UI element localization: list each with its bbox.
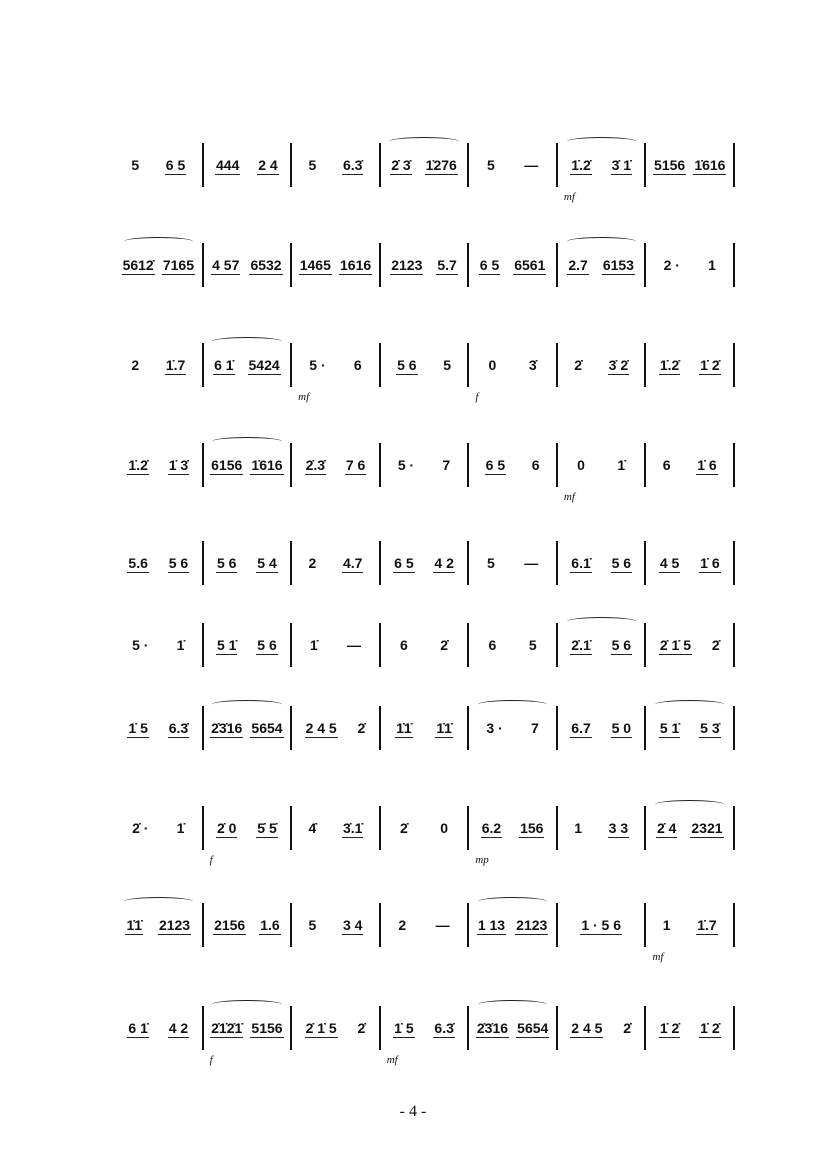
note-group: 3̇.1̇ — [342, 819, 363, 836]
measure — [646, 343, 735, 387]
note-group: 3 3 — [608, 819, 629, 836]
note-group: 1̇1̇ — [396, 719, 412, 736]
note-group: 2123 — [158, 916, 191, 933]
note-group: 1̇616 — [251, 456, 283, 473]
note-group: 1̇.7 — [165, 356, 186, 373]
note-group: 2̇.3̇ — [305, 456, 326, 473]
note-group: 6 — [531, 457, 540, 473]
note-group: 0 — [488, 357, 497, 373]
note-group: 5156 — [654, 156, 686, 173]
measure — [292, 343, 381, 403]
note-group: 5 6 — [611, 636, 632, 653]
note-group: 2̇ — [440, 637, 449, 653]
note-group: 4̇ — [308, 820, 317, 836]
measure — [646, 623, 735, 667]
note-group: 6.2 — [481, 819, 502, 836]
note-group: 2̇1̇2̇1̇ — [211, 1019, 243, 1036]
dynamic-marking: f — [209, 854, 213, 866]
dynamic-marking: mp — [475, 854, 489, 866]
note-group: 5 — [131, 157, 140, 173]
measure — [115, 623, 204, 667]
note-group: 5 — [487, 555, 495, 571]
note-group: 2156 — [214, 916, 246, 933]
slur — [212, 700, 281, 709]
note-group: 3̇ — [528, 357, 537, 373]
note-group: 6 — [488, 637, 497, 653]
note-group: 444 — [216, 156, 240, 173]
measure — [204, 143, 293, 187]
note-group: 1̇.7 — [697, 916, 717, 933]
measure — [115, 343, 204, 387]
measure — [204, 623, 293, 667]
note-group: 5 — [308, 157, 317, 173]
measure — [115, 706, 204, 750]
note-group: 2123 — [516, 916, 548, 933]
slur — [124, 237, 193, 246]
measure — [292, 243, 381, 287]
note-group: 6.3̇ — [168, 719, 189, 736]
slur — [389, 137, 458, 146]
note-group: 5 — [443, 357, 451, 373]
measure — [292, 1006, 381, 1050]
page-number: - 4 - — [399, 1103, 427, 1120]
score-line — [115, 806, 735, 866]
note-group: 1̇ 2̇ — [659, 1019, 680, 1036]
note-group: 1̇ 2̇ — [700, 356, 720, 373]
note-group: 2̇ — [399, 820, 408, 836]
note-group: 6 5 — [479, 256, 500, 273]
note-group: 1̇.2̇ — [128, 456, 148, 473]
note-group: 5 — [308, 917, 317, 933]
note-group: — — [524, 157, 539, 173]
note-group: 6.7 — [571, 719, 591, 736]
dynamic-marking: mf — [652, 951, 664, 963]
measure — [469, 806, 558, 866]
note-group: 6532 — [250, 256, 282, 273]
measure — [558, 903, 647, 947]
note-group: 1465 — [299, 256, 331, 273]
measure — [558, 806, 647, 850]
note-group: 5 0 — [611, 719, 632, 736]
note-group: 2 — [131, 357, 140, 373]
note-group: 5 — [528, 637, 537, 653]
measure — [115, 903, 204, 947]
note-group: 1̇ 6 — [700, 554, 720, 571]
slur — [212, 337, 281, 346]
note-group: 2123 — [391, 256, 423, 273]
measure — [469, 623, 558, 667]
note-group: — — [524, 555, 539, 571]
measure — [204, 243, 293, 287]
measure — [469, 706, 558, 750]
note-group: 6 1̇ — [214, 356, 234, 373]
measure — [381, 903, 470, 947]
measure — [115, 143, 204, 187]
note-group: 5654 — [517, 1019, 549, 1036]
measure — [204, 343, 293, 387]
measure — [204, 541, 293, 585]
note-group: 2 4 5 — [305, 719, 337, 736]
note-group: 5 6 — [611, 554, 632, 571]
note-group: 5.6 — [128, 554, 148, 571]
note-group: 6 — [399, 637, 408, 653]
note-group: 1 — [574, 820, 583, 836]
note-group: 1̇ — [176, 637, 185, 653]
dynamic-marking: f — [209, 1054, 213, 1066]
note-group: 1̇ 2̇ — [700, 1019, 720, 1036]
note-group: 2̇ 0 — [216, 819, 237, 836]
note-group: 2̇ — [574, 357, 583, 373]
note-group: 4 2 — [168, 1019, 189, 1036]
note-group: 1̇276 — [425, 156, 457, 173]
note-group: 5612̇ — [122, 256, 154, 273]
note-group: 1̇ 5 — [394, 1019, 414, 1036]
slur — [478, 700, 547, 709]
note-group: 1̇ 5 — [128, 719, 148, 736]
note-group: 5 4 — [257, 554, 277, 571]
measure — [381, 1006, 470, 1066]
measure — [558, 343, 647, 387]
note-group: 156 — [520, 819, 544, 836]
note-group: 6561 — [514, 256, 546, 273]
measure — [558, 541, 647, 585]
measure — [646, 143, 735, 187]
measure — [469, 903, 558, 947]
note-group: — — [347, 637, 362, 653]
note-group: 1̇ 3̇ — [168, 456, 189, 473]
note-group: 2̇ 1̇ 5 — [659, 636, 692, 653]
measure — [292, 706, 381, 750]
note-group: 5156 — [251, 1019, 283, 1036]
measure — [381, 243, 470, 287]
score-line — [115, 443, 735, 503]
note-group: 4 57 — [212, 256, 240, 273]
note-group: 3 4 — [342, 916, 363, 933]
note-group: 5 — [487, 157, 495, 173]
note-group: 7165 — [162, 256, 194, 273]
note-group: 1̇.2̇ — [571, 156, 591, 173]
measure — [646, 243, 735, 287]
measure — [204, 1006, 293, 1066]
measure — [204, 903, 293, 947]
slur — [478, 1000, 547, 1009]
note-group: 1 — [708, 257, 716, 273]
measure — [469, 541, 558, 585]
note-group: 2̇.1̇ — [571, 636, 591, 653]
note-group: 5 · — [397, 457, 415, 473]
measure — [204, 443, 293, 487]
note-group: 5654 — [251, 719, 283, 736]
note-group: 6 1̇ — [128, 1019, 148, 1036]
measure — [558, 243, 647, 287]
note-group: 2̇ — [357, 1020, 366, 1036]
note-group: 5 6 — [257, 636, 277, 653]
slur — [478, 897, 547, 906]
slur — [212, 437, 281, 446]
note-group: 2 4 — [258, 156, 278, 173]
measure — [292, 443, 381, 487]
note-group: 5 · — [309, 357, 326, 373]
slur — [124, 897, 193, 906]
measure — [558, 623, 647, 667]
note-group: 1̇ — [617, 457, 626, 473]
note-group: 6 5 — [485, 456, 506, 473]
measure — [469, 443, 558, 487]
measure — [558, 443, 647, 503]
note-group: 1̇1̇ — [126, 916, 143, 933]
note-group: 5̇ 5̇ — [257, 819, 277, 836]
note-group: 6 5 — [165, 156, 186, 173]
measure — [115, 443, 204, 487]
note-group: 3 · — [486, 720, 503, 736]
note-group: 2̇ — [623, 1020, 632, 1036]
note-group: 5 3̇ — [700, 719, 720, 736]
note-group: 1̇ — [309, 637, 318, 653]
measure — [381, 623, 470, 667]
score-line — [115, 706, 735, 750]
measure — [646, 541, 735, 585]
note-group: 2̇ — [357, 720, 366, 736]
note-group: 7 6 — [345, 456, 366, 473]
score-line — [115, 243, 735, 287]
note-group: 6 5 — [394, 554, 414, 571]
note-group: 5 1̇ — [659, 719, 680, 736]
measure — [115, 806, 204, 850]
note-group: 2̇ — [711, 637, 720, 653]
note-group: 2 · — [663, 257, 680, 273]
measure — [646, 903, 735, 963]
note-group: 6 — [662, 457, 671, 473]
note-group: 4 5 — [659, 554, 680, 571]
note-group: 2̇3̇16 — [476, 1019, 509, 1036]
measure — [204, 706, 293, 750]
measure — [381, 143, 470, 187]
measure — [381, 541, 470, 585]
note-group: 6.3̇ — [434, 1019, 454, 1036]
note-group: 1̇ 6 — [697, 456, 717, 473]
measure — [646, 443, 735, 487]
note-group: — — [435, 917, 450, 933]
note-group: 5 6 — [168, 554, 189, 571]
measure — [469, 143, 558, 187]
measure — [558, 706, 647, 750]
note-group: 3̇ 2̇ — [608, 356, 629, 373]
note-group: 2̇ · — [132, 820, 149, 836]
measure — [115, 541, 204, 585]
note-group: 1 — [662, 917, 671, 933]
measure — [558, 1006, 647, 1050]
measure — [646, 806, 735, 850]
dynamic-marking: f — [475, 391, 479, 403]
measure — [292, 903, 381, 947]
note-group: 2 — [398, 917, 407, 933]
note-group: 6.3̇ — [342, 156, 363, 173]
measure — [469, 1006, 558, 1050]
note-group: 1 13 — [477, 916, 506, 933]
note-group: 2̇3̇16 — [211, 719, 243, 736]
note-group: 5 1̇ — [216, 636, 237, 653]
measure — [292, 623, 381, 667]
note-group: 5.7 — [437, 256, 457, 273]
measure — [381, 343, 470, 387]
score-line — [115, 623, 735, 667]
slur — [655, 700, 724, 709]
note-group: 1̇1̇ — [436, 719, 452, 736]
measure — [646, 1006, 735, 1050]
slur — [567, 237, 636, 246]
measure — [381, 806, 470, 850]
measure — [115, 1006, 204, 1050]
note-group: 5 · — [132, 637, 149, 653]
note-group: 1̇616 — [694, 156, 726, 173]
measure — [292, 806, 381, 850]
score-line — [115, 1006, 735, 1066]
note-group: 1616 — [340, 256, 372, 273]
slur — [212, 1000, 281, 1009]
slur — [567, 137, 636, 146]
dynamic-marking: mf — [386, 1054, 398, 1066]
measure — [292, 143, 381, 187]
note-group: 6.1̇ — [571, 554, 591, 571]
note-group: 4.7 — [342, 554, 363, 571]
note-group: 1̇.2̇ — [659, 356, 680, 373]
measure — [204, 806, 293, 866]
note-group: 1 · 5 6 — [581, 916, 622, 933]
dynamic-marking: mf — [563, 191, 575, 203]
measure — [292, 541, 381, 585]
measure — [469, 343, 558, 403]
note-group: 5 6 — [397, 356, 417, 373]
measure — [115, 243, 204, 287]
slur — [655, 800, 724, 809]
note-group: 0 — [577, 457, 585, 473]
note-group: 2 — [308, 555, 317, 571]
note-group: 2̇ 1̇ 5 — [305, 1019, 337, 1036]
note-group: 2.7 — [568, 256, 588, 273]
note-group: 2̇ 3̇ — [391, 156, 411, 173]
note-group: 7 — [530, 720, 539, 736]
score-line — [115, 903, 735, 963]
note-group: 3̇ 1̇ — [611, 156, 632, 173]
measure — [381, 443, 470, 487]
dynamic-marking: mf — [298, 391, 310, 403]
note-group: 7 — [442, 457, 451, 473]
measure — [381, 706, 470, 750]
score-line — [115, 143, 735, 203]
measure — [558, 143, 647, 203]
slur — [567, 617, 636, 626]
note-group: 0 — [440, 820, 449, 836]
measure — [646, 706, 735, 750]
score-line — [115, 541, 735, 585]
note-group: 4 2 — [434, 554, 454, 571]
note-group: 2 4 5 — [571, 1019, 603, 1036]
note-group: 1̇ — [176, 820, 185, 836]
score-line — [115, 343, 735, 403]
note-group: 2̇ 4 — [656, 819, 677, 836]
note-group: 5 6 — [216, 554, 237, 571]
note-group: 6153 — [602, 256, 634, 273]
note-group: 5424 — [248, 356, 280, 373]
dynamic-marking: mf — [563, 491, 575, 503]
note-group: 6 — [353, 357, 362, 373]
note-group: 6156 — [211, 456, 243, 473]
note-group: 2321 — [691, 819, 723, 836]
measure — [469, 243, 558, 287]
note-group: 1.6 — [260, 916, 280, 933]
